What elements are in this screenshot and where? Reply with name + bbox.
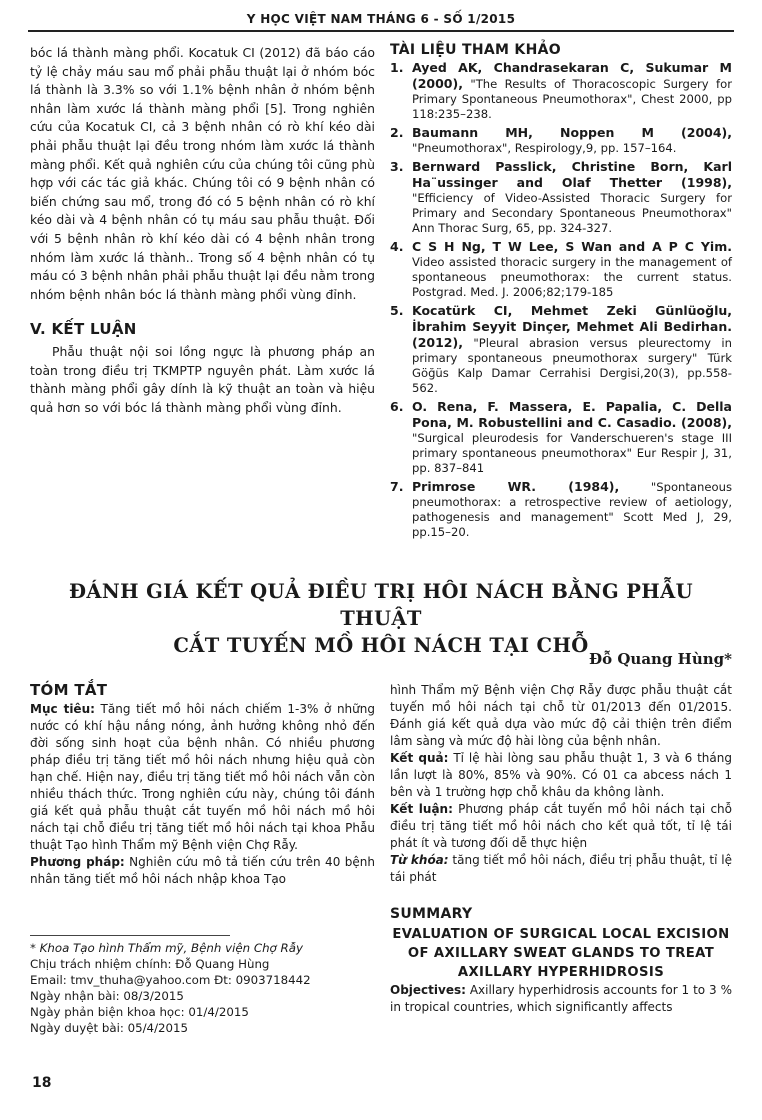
footnote-accepted: Ngày duyệt bài: 05/4/2015 bbox=[30, 1021, 189, 1035]
abstract-objective: Mục tiêu: Tăng tiết mồ hôi nách chiếm 1-3% ở những nước có khí hậu nắng nóng, ảnh hưởng không nhỏ đến đời sống sinh hoạt của bệnh nhân. Có nhiều phương pháp điều trị tăng tiết mồ hôi nách nhưng hiệu quả còn hạn chế. Hiện nay, điều trị tăng tiết mồ hôi nách vẫn còn nhiều thách thức. Trong nghiên cứu này, chúng tôi đánh giá kết quả phẫu thuật cắt tuyến mồ hôi nách mồ hôi nách tại chỗ điều trị tăng tiết mồ hôi nách tại khoa Phẫu thuật Tạo hình Thẩm mỹ Bệnh viện Chợ Rẫy. bbox=[30, 702, 375, 852]
page-number: 18 bbox=[32, 1075, 52, 1091]
reference-item: 2. Baumann MH, Noppen M (2004), "Pneumothorax", Respirology,9, pp. 157–164. bbox=[390, 125, 732, 155]
abstract-right-column bbox=[390, 682, 732, 1016]
footnote-affiliation: * Khoa Tạo hình Thẩm mỹ, Bệnh viện Chợ Rẫy bbox=[30, 941, 303, 955]
abstract-left-column bbox=[30, 682, 375, 888]
conclusion-text: Phẫu thuật nội soi lồng ngực là phương pháp an toàn trong điều trị TKMPTP nguyên phát. Làm xước lá thành màng phổi gây dính là kỹ thuật an toàn và hiệu quả hơn so với bóc lá thành màng phổi vùng đỉnh. bbox=[30, 343, 375, 415]
abstract-keywords: Từ khóa: tăng tiết mồ hôi nách, điều trị phẫu thuật, tỉ lệ tái phát bbox=[390, 853, 733, 884]
reference-item: 4. C S H Ng, T W Lee, S Wan and A P C Yim. Video assisted thoracic surgery in the management of spontaneous pneumothorax: the current status. Postgrad. Med. J. 2006;82;179-185 bbox=[390, 239, 732, 299]
abstract-method-continued: hình Thẩm mỹ Bệnh viện Chợ Rẫy được phẫu thuật cắt tuyến mồ hôi nách tại chỗ từ 01/2013 đến 01/2015. Đánh giá kết quả dựa vào mức độ cải thiện trên điểm lâm sàng và mức độ hài lòng của bệnh nhân. bbox=[390, 683, 732, 748]
summary-objectives: Objectives: Axillary hyperhidrosis accounts for 1 to 3 % in tropical countries, which significantly affects bbox=[390, 983, 732, 1014]
summary-heading: SUMMARY bbox=[390, 906, 473, 922]
discussion-text: bóc lá thành màng phổi. Kocatuk CI (2012) đã báo cáo tỷ lệ chảy máu sau mổ phải phẫu thuật lại ở nhóm bóc lá thành là 3.3% so với 1.1% bệnh nhân ở nhóm bệnh nhân làm xước lá thành màng phổi [5]. Trong nghiên cứu của Kocatuk CI, cả 3 bệnh nhân có rò khí kéo dài phải phẫu thuật lại đều trong nhóm làm xước lá thành màng phổi. Kết quả nghiên cứu của chúng tôi cũng phù hợp với các tác giả khác. Chúng tôi có 9 bệnh nhân có biến chứng sau mổ, trong đó có 5 bệnh nhân có rò khí kéo dài và 4 bệnh nhân có tụ máu sau phẫu thuật. Đối với 5 bệnh nhân rò khí kéo dài có 4 bệnh nhân trong nhóm làm xước lá thành.. Trong số 4 bệnh nhân có tụ máu có 3 bệnh nhân phải phẫu thuật lại đều nằm trong nhóm bệnh nhân bóc lá thành màng phổi vùng đỉnh. bbox=[30, 45, 375, 302]
article-title-line-2: CẮT TUYẾN MỒ HÔI NÁCH TẠI CHỖ bbox=[173, 634, 589, 657]
conclusion-heading: V. KẾT LUẬN bbox=[30, 320, 137, 339]
footnote-reviewed: Ngày phản biện khoa học: 01/4/2015 bbox=[30, 1005, 249, 1019]
reference-item: 6. O. Rena, F. Massera, E. Papalia, C. Della Pona, M. Robustellini and C. Casadio. (2008), "Surgical pleurodesis for Vanderschueren's stage III primary spontaneous pneumothorax" Eur Respir J, 31, pp. 837–841 bbox=[390, 399, 732, 475]
reference-item: 3. Bernward Passlick, Christine Born, Karl Ha¨ussinger and Olaf Thetter (1998), "Efficiency of Video-Assisted Thoracic Surgery for Primary and Secondary Spontaneous Pneumothorax" Ann Thorac Surg, 65, pp. 324-327. bbox=[390, 159, 732, 235]
footnote bbox=[30, 940, 380, 1036]
footnote-rule bbox=[30, 935, 230, 936]
references-heading: TÀI LIỆU THAM KHẢO bbox=[390, 42, 561, 58]
footnote-received: Ngày nhận bài: 08/3/2015 bbox=[30, 989, 184, 1003]
author-name: Đỗ Quang Hùng* bbox=[589, 650, 732, 668]
footnote-email: Email: tmv_thuha@yahoo.com Đt: 0903718442 bbox=[30, 973, 311, 987]
summary-title: EVALUATION OF SURGICAL LOCAL EXCISION OF AXILLARY SWEAT GLANDS TO TREAT AXILLARY HYPERHIDROSIS bbox=[392, 927, 730, 980]
article-title-line-1: ĐÁNH GIÁ KẾT QUẢ ĐIỀU TRỊ HÔI NÁCH BẰNG PHẪU THUẬT bbox=[68, 580, 694, 630]
reference-item: 5. Kocatürk CI, Mehmet Zeki Günlüoğlu, İbrahim Seyyit Dinçer, Mehmet Ali Bedirhan. (2012), "Pleural abrasion versus pleurectomy in primary spontaneous pneumothorax surgery" Türk Göğüs Kalp Damar Cerrahisi Dergisi,20(3), pp.558-562. bbox=[390, 303, 732, 395]
discussion-column bbox=[30, 44, 375, 417]
references-section bbox=[390, 42, 732, 543]
header-rule bbox=[28, 30, 734, 32]
reference-item: 7. Primrose WR. (1984), "Spontaneous pneumothorax: a retrospective review of aetiology, pathogenesis and management" Scott Med J, 29, pp.15–20. bbox=[390, 479, 732, 539]
abstract-conclusion: Kết luận: Phương pháp cắt tuyến mồ hôi nách tại chỗ điều trị tăng tiết mồ hôi nách cho kết quả tốt, tỉ lệ tái phát ít và tương đối dễ thực hiện bbox=[390, 802, 732, 850]
abstract-method: Phương pháp: Nghiên cứu mô tả tiến cứu trên 40 bệnh nhân tăng tiết mồ hôi nách nhập khoa Tạo bbox=[30, 855, 375, 886]
abstract-result: Kết quả: Tỉ lệ hài lòng sau phẫu thuật 1, 3 và 6 tháng lần lượt là 80%, 85% và 90%. Có 01 ca abcess nách 1 bên và 1 trường hợp chỗ khâu da không lành. bbox=[390, 751, 732, 799]
article-title bbox=[60, 578, 702, 659]
abstract-heading: TÓM TẮT bbox=[30, 681, 108, 699]
reference-item: 1. Ayed AK, Chandrasekaran C, Sukumar M (2000), "The Results of Thoracoscopic Surgery for Primary Spontaneous Pneumothorax", Chest 2000, pp 118:235–238. bbox=[390, 60, 732, 121]
footnote-responsible: Chịu trách nhiệm chính: Đỗ Quang Hùng bbox=[30, 957, 270, 971]
running-header: Y HỌC VIỆT NAM THÁNG 6 - SỐ 1/2015 bbox=[246, 12, 516, 26]
